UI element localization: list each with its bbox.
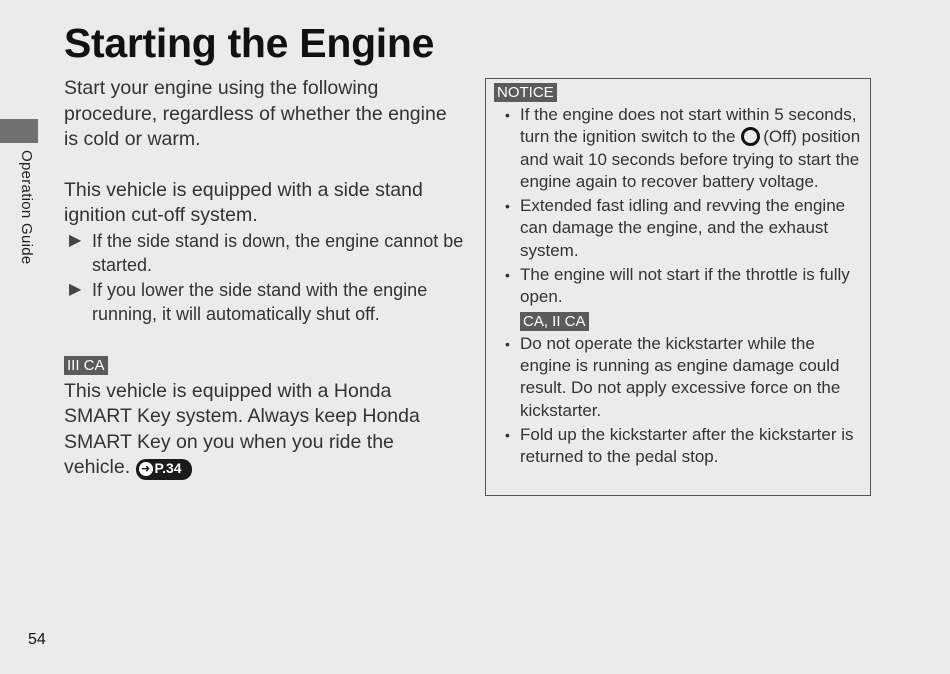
notice-item bbox=[494, 333, 862, 422]
page-number: 54 bbox=[28, 631, 46, 648]
bullet-icon: • bbox=[505, 198, 510, 215]
notice-item-text: The engine will not start if the throttle is fully open. bbox=[520, 265, 850, 307]
notice-list-regional bbox=[494, 333, 862, 469]
bullet-icon: • bbox=[505, 267, 510, 284]
notice-item-text: Extended fast idling and revving the engine can damage the engine, and the exhaust system. bbox=[520, 196, 846, 260]
section-label: Operation Guide bbox=[18, 150, 35, 265]
bullet-icon: • bbox=[505, 426, 510, 443]
notice-item-text-cont: (Off) position and wait 10 seconds before trying to start the engine again to recover battery voltage. bbox=[520, 127, 861, 191]
notice-item-text: If the engine does not start within 5 seconds, turn the ignition switch to the bbox=[520, 105, 857, 147]
smart-key-text: This vehicle is equipped with a Honda SMART Key system. Always keep Honda SMART Key on you when you ride the vehicle. bbox=[64, 379, 420, 478]
section-tab-marker bbox=[0, 119, 38, 143]
triangle-bullet-icon: ▶ bbox=[69, 231, 82, 249]
sub-item bbox=[69, 229, 464, 278]
ignition-off-icon bbox=[741, 127, 760, 146]
sub-item-text: If you lower the side stand with the engine running, it will automatically shut off. bbox=[92, 279, 428, 324]
triangle-bullet-icon: ▶ bbox=[69, 280, 82, 298]
notice-item-text: Do not operate the kickstarter while the engine is running as engine damage could result. Do not apply excessive force on the kickstarter. bbox=[520, 333, 841, 420]
notice-tag: NOTICE bbox=[494, 83, 557, 102]
notice-box bbox=[485, 78, 871, 496]
arrow-right-icon: ➜ bbox=[139, 462, 153, 476]
page-reference-link[interactable] bbox=[136, 459, 192, 480]
notice-item bbox=[494, 264, 862, 309]
intro-paragraph: Start your engine using the following procedure, regardless of whether the engine is cold or warm. bbox=[64, 77, 447, 150]
side-stand-paragraph: This vehicle is equipped with a side stand ignition cut-off system. bbox=[64, 178, 423, 226]
bullet-icon: • bbox=[505, 107, 510, 123]
main-text-column bbox=[64, 76, 464, 481]
sub-item bbox=[69, 278, 464, 327]
page-title: Starting the Engine bbox=[64, 20, 435, 66]
page-reference-label: P.34 bbox=[154, 460, 182, 477]
region-tag: III CA bbox=[64, 356, 108, 375]
smart-key-paragraph bbox=[64, 379, 464, 481]
bullet-icon: • bbox=[505, 335, 510, 352]
notice-list bbox=[494, 104, 862, 309]
notice-item bbox=[494, 104, 862, 193]
notice-item bbox=[494, 424, 862, 469]
region-tag: CA, II CA bbox=[520, 312, 589, 331]
sub-item-text: If the side stand is down, the engine cannot be started. bbox=[92, 230, 464, 275]
notice-item bbox=[494, 195, 862, 262]
notice-item-text: Fold up the kickstarter after the kickstarter is returned to the pedal stop. bbox=[520, 424, 854, 467]
